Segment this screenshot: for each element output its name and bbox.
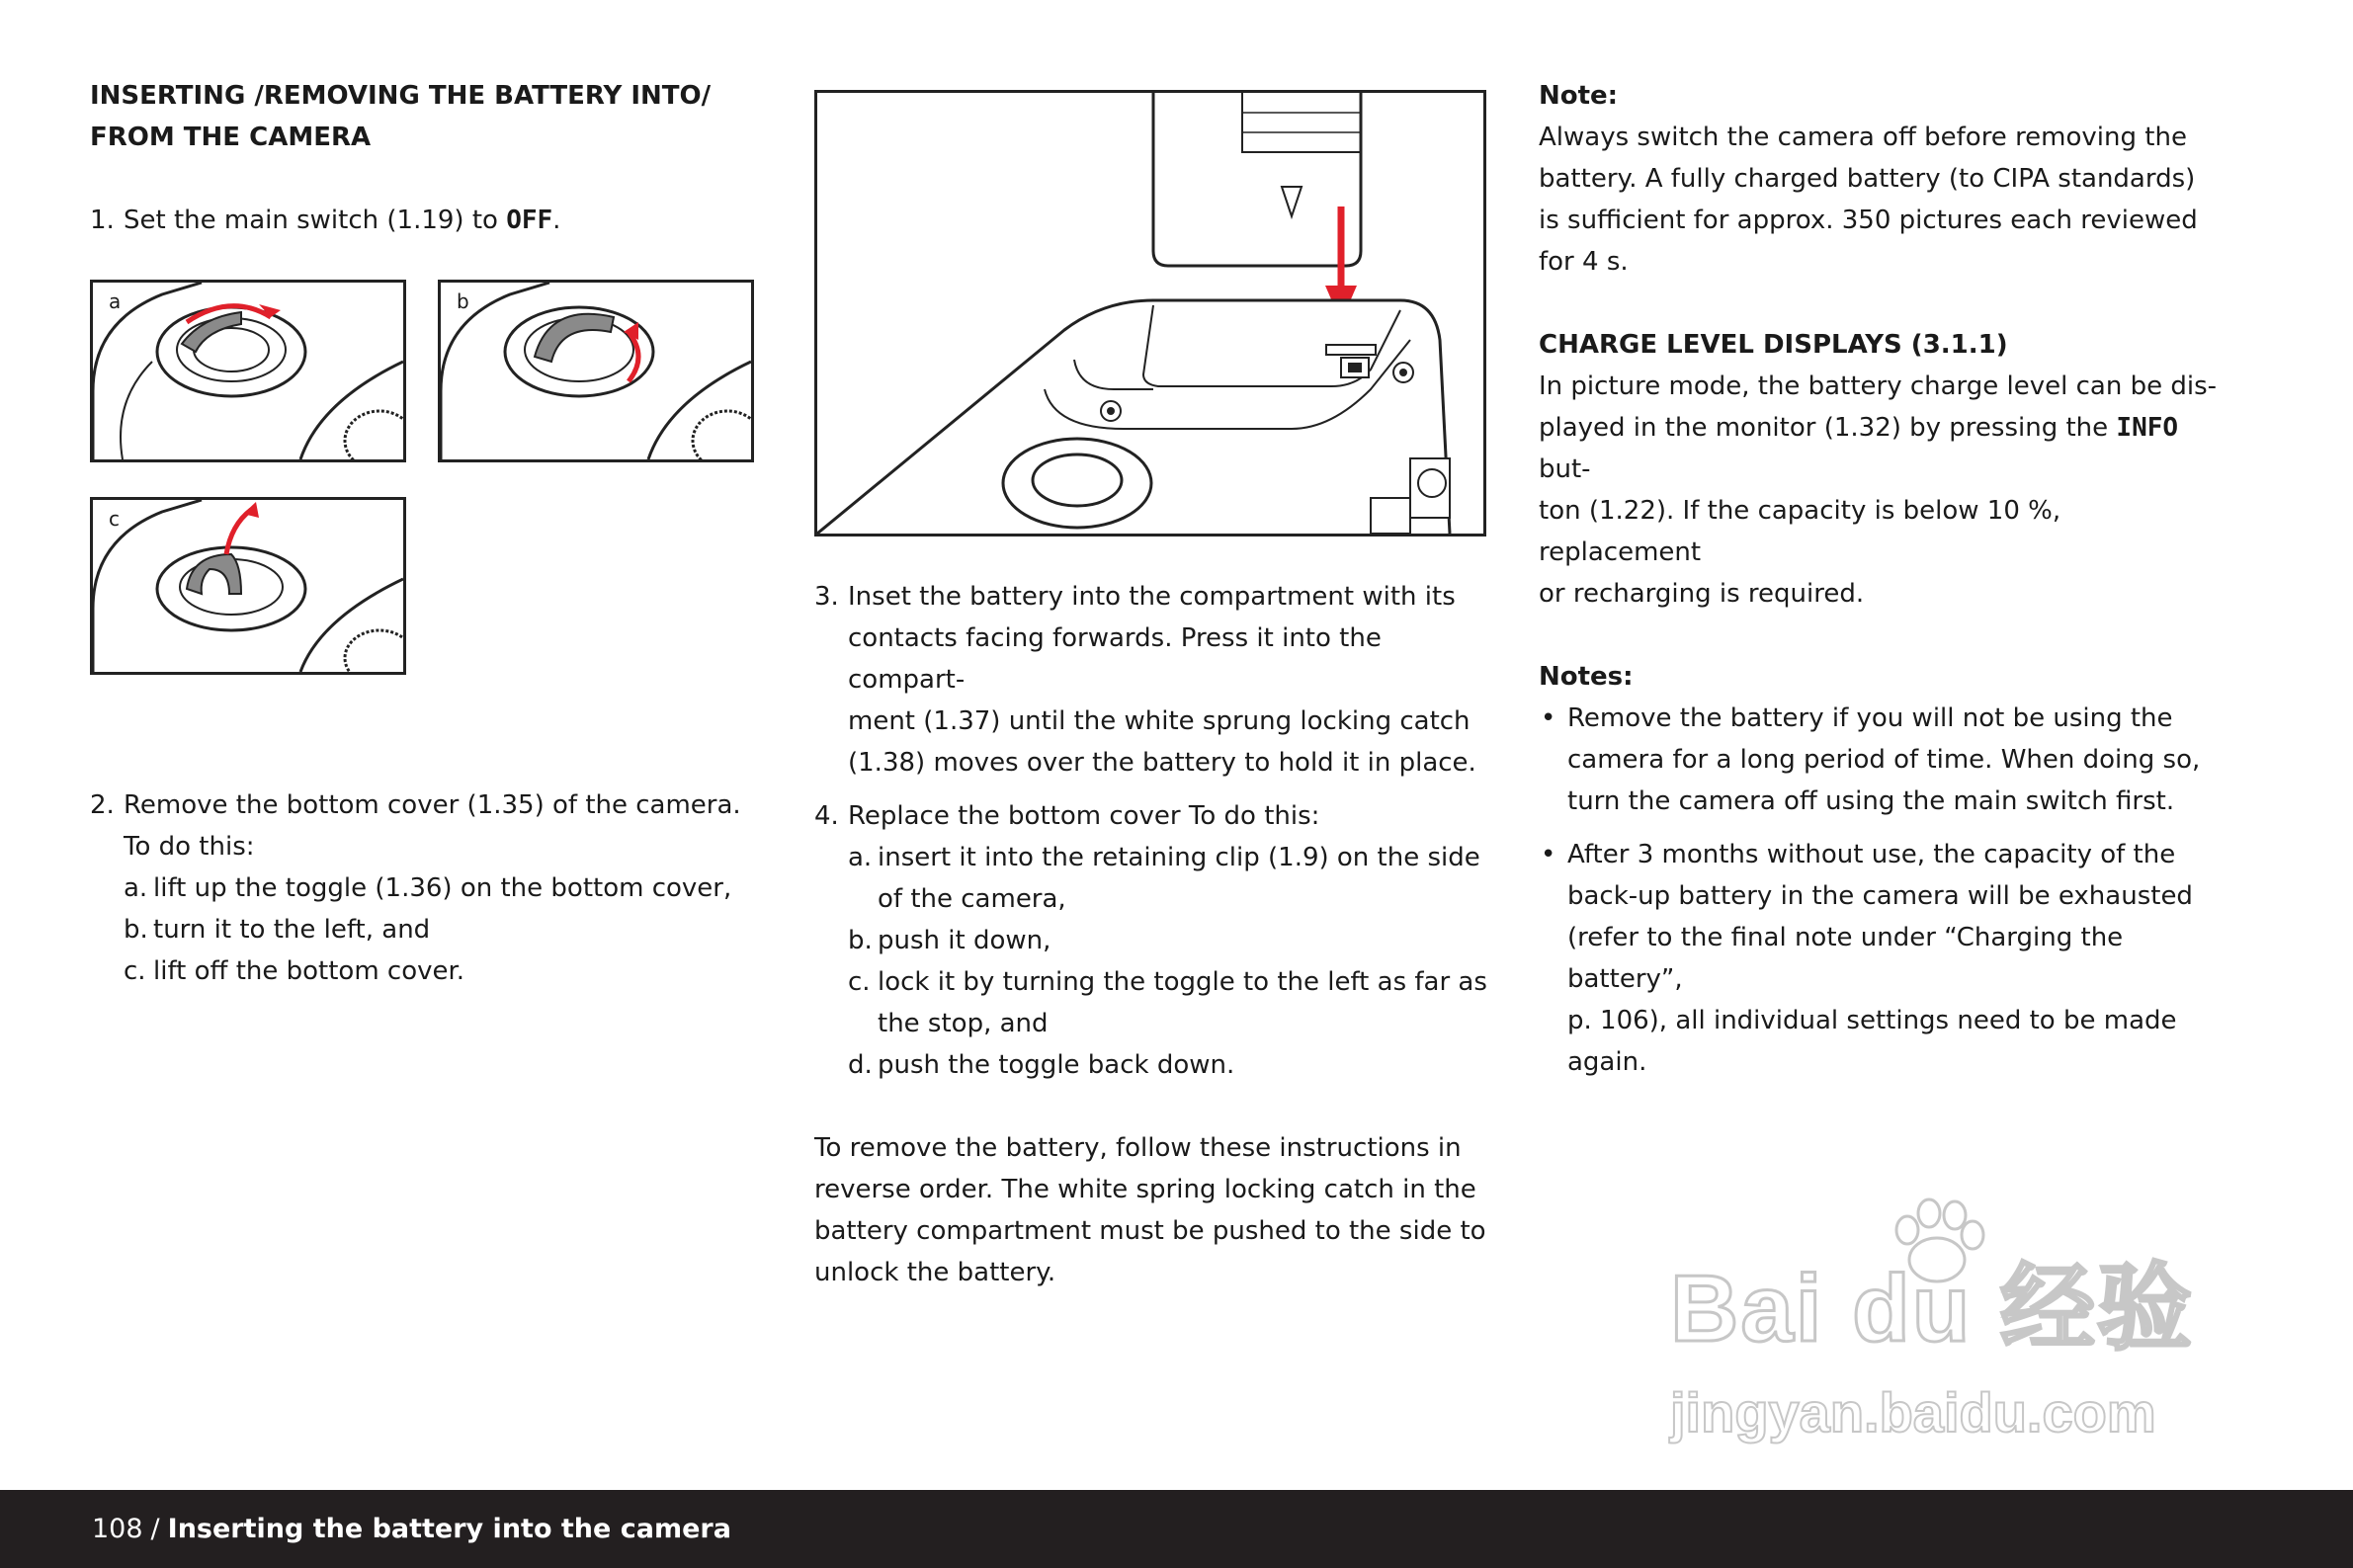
step-2c-number: c. — [124, 956, 146, 986]
step-3-line3: ment (1.37) until the white sprung locking catch — [848, 706, 1471, 736]
step-4d-text: push the toggle back down. — [878, 1050, 1235, 1080]
note-line4: for 4 s. — [1539, 247, 1629, 277]
step-4a-number: a. — [848, 843, 873, 872]
charge-line4: or recharging is required. — [1539, 579, 1865, 609]
step-4 — [814, 795, 1496, 837]
charge-line3: ton (1.22). If the capacity is below 10 %, replacement — [1539, 496, 2061, 567]
bullet-2-line4: p. 106), all individual settings need to be made — [1567, 1006, 2177, 1035]
baidu-watermark — [1670, 1215, 2224, 1472]
remove-line3: battery compartment must be pushed to the side to — [814, 1216, 1486, 1246]
bullet-2-line3: (refer to the final note under “Charging the battery”, — [1567, 923, 2124, 994]
step-2c-text: lift off the bottom cover. — [153, 956, 465, 986]
step-4a-line2: of the camera, — [878, 884, 1066, 914]
footer-content — [92, 1490, 731, 1568]
step-4c-line1: lock it by turning the toggle to the left as far as — [878, 967, 1487, 997]
section-title-line1: INSERTING /REMOVING THE BATTERY INTO/ — [90, 81, 712, 111]
figure-a-drawing — [93, 283, 403, 459]
charge-line2-end: but- — [1539, 454, 1591, 484]
step-2-line2: To do this: — [124, 832, 255, 862]
note-line2: battery. A fully charged battery (to CIPA standards) — [1539, 164, 2196, 194]
step-4b-text: push it down, — [878, 926, 1051, 955]
step-4d — [848, 1044, 1496, 1086]
footer-title: Inserting the battery into the camera — [167, 1514, 731, 1544]
step-2-number: 2. — [90, 790, 115, 820]
battery-insert-drawing — [817, 93, 1483, 534]
bullet-1-line3: turn the camera off using the main switch first. — [1567, 786, 2175, 816]
step-2a-text: lift up the toggle (1.36) on the bottom cover, — [153, 873, 732, 903]
step-4b-number: b. — [848, 926, 873, 955]
step-2 — [90, 784, 742, 867]
note-line1: Always switch the camera off before removing the — [1539, 123, 2187, 152]
watermark-brand: Bai du 经验 — [1670, 1256, 2195, 1362]
step-1-number: 1. — [90, 206, 115, 235]
note-bullet-1 — [1539, 698, 2221, 822]
info-label: INFO — [2116, 413, 2179, 443]
step-2b-text: turn it to the left, and — [153, 915, 431, 945]
step-2c — [124, 950, 742, 992]
note-bullet-2 — [1539, 834, 2221, 1083]
charge-line1: In picture mode, the battery charge level can be dis- — [1539, 371, 2218, 401]
step-2b-number: b. — [124, 915, 148, 945]
step-2a-number: a. — [124, 873, 148, 903]
bullet-1-marker: • — [1541, 703, 1556, 733]
remove-line4: unlock the battery. — [814, 1258, 1056, 1287]
step-2b — [124, 909, 742, 950]
charge-line2 — [1539, 407, 2221, 490]
charge-title: CHARGE LEVEL DISPLAYS (3.1.1) — [1539, 330, 2008, 360]
step-1 — [90, 200, 742, 241]
step-4c — [848, 961, 1496, 1044]
step-4a — [848, 837, 1496, 920]
page-number: 108 — [92, 1514, 143, 1544]
step-4-text: Replace the bottom cover To do this: — [848, 801, 1320, 831]
right-column — [1539, 75, 2221, 1083]
step-2a — [124, 867, 742, 909]
notes-title: Notes: — [1539, 662, 1634, 692]
remove-line2: reverse order. The white spring locking catch in the — [814, 1175, 1476, 1204]
step-2-line1: Remove the bottom cover (1.35) of the camera. — [124, 790, 741, 820]
figure-b-label: b — [457, 289, 469, 313]
step-4a-line1: insert it into the retaining clip (1.9) on the side — [878, 843, 1480, 872]
bullet-2-line1: After 3 months without use, the capacity of the — [1567, 840, 2176, 869]
figure-a-toggle-lift — [90, 280, 406, 462]
step-3 — [814, 576, 1496, 784]
figure-c-drawing — [93, 500, 403, 672]
step-3-line2: contacts facing forwards. Press it into the compart- — [848, 623, 1382, 695]
bullet-2-line2: back-up battery in the camera will be exhausted — [1567, 881, 2193, 911]
note-line3: is sufficient for approx. 350 pictures each reviewed — [1539, 206, 2198, 235]
note-title: Note: — [1539, 81, 1619, 111]
figure-battery-insert — [814, 90, 1486, 536]
bullet-1-line1: Remove the battery if you will not be using the — [1567, 703, 2173, 733]
off-label: OFF — [506, 206, 553, 235]
bullet-2-marker: • — [1541, 840, 1556, 869]
footer-separator: / — [150, 1514, 160, 1544]
step-4c-line2: the stop, and — [878, 1009, 1049, 1038]
figure-c-label: c — [109, 507, 120, 531]
step-1-text: Set the main switch (1.19) to — [124, 206, 498, 235]
middle-column — [814, 576, 1496, 1293]
step-3-number: 3. — [814, 582, 839, 612]
remove-line1: To remove the battery, follow these instructions in — [814, 1133, 1462, 1163]
step-4d-number: d. — [848, 1050, 873, 1080]
section-title-line2: FROM THE CAMERA — [90, 123, 372, 152]
figure-a-label: a — [109, 289, 122, 313]
bullet-2-line5: again. — [1567, 1047, 1647, 1077]
step-1-end: . — [552, 206, 561, 235]
step-3-line4: (1.38) moves over the battery to hold it in place. — [848, 748, 1476, 778]
watermark-url: jingyan.baidu.com — [1670, 1381, 2156, 1444]
step-4b — [848, 920, 1496, 961]
bullet-1-line2: camera for a long period of time. When doing so, — [1567, 745, 2201, 775]
charge-line2-start: played in the monitor (1.32) by pressing the — [1539, 413, 2109, 443]
figure-b-toggle-turn — [438, 280, 754, 462]
step-4-number: 4. — [814, 801, 839, 831]
figure-c-cover-lift — [90, 497, 406, 675]
step-4c-number: c. — [848, 967, 871, 997]
step-3-line1: Inset the battery into the compartment with its — [848, 582, 1456, 612]
figure-b-drawing — [441, 283, 751, 459]
page-footer — [0, 1490, 2353, 1568]
